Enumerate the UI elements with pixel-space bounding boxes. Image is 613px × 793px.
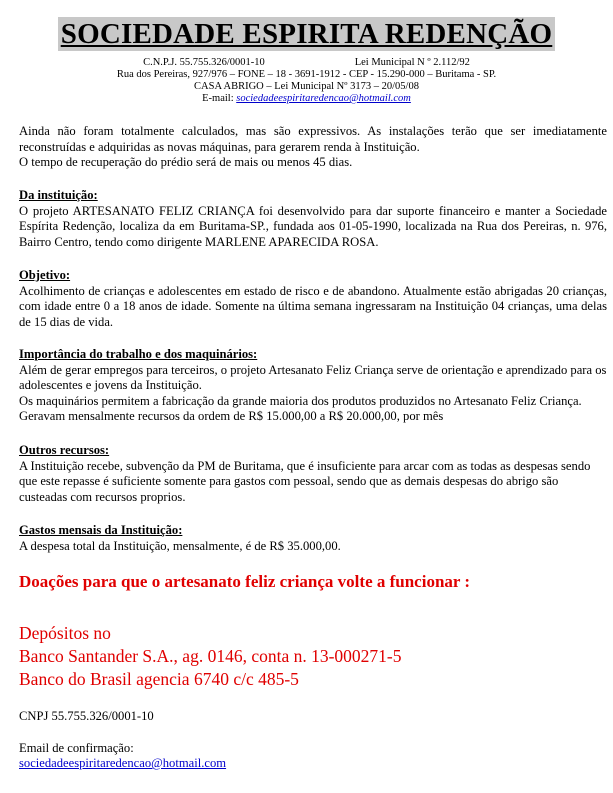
section-objective — [19, 268, 607, 330]
section-paragraph: Acolhimento de crianças e adolescentes em estado de risco e de abandono. Atualmente estão abrigadas 20 crianças, com idade entre 0 a 18 anos de idade. Somente na última semana ingressaram na Instituição 04 crianças, uma delas de 15 dias de vida. — [19, 283, 607, 329]
section-other-resources — [19, 443, 607, 505]
address-line: Rua dos Pereiras, 927/976 – FONE – 18 - 3691-1912 - CEP - 15.290-000 – Buritama - SP. — [116, 69, 497, 80]
deposit-line: Depósitos no — [19, 623, 111, 643]
section-institution — [19, 188, 607, 250]
intro-paragraph: O tempo de recuperação do prédio será de mais ou menos 45 dias. — [19, 155, 353, 169]
section-paragraph: A Instituição recebe, subvenção da PM de Buritama, que é insuficiente para arcar com as todas as despesas sendo que este repasse é suficiente somente para gastos com pessoal, sendo que as demais despesas do abrigo são custeadas com recursos proprios. — [19, 458, 591, 504]
section-heading: Gastos mensais da Instituição: — [19, 523, 183, 537]
section-paragraph: O projeto ARTESANATO FELIZ CRIANÇA foi desenvolvido para dar suporte financeiro e manter a Sociedade Espírita Redenção, localiza da em Buritama-SP., fundada aos 01-05-1990, localizada na Rua dos Pereiras, n. 976, Bairro Centro, tendo como dirigente MARLENE APARECIDA ROSA. — [19, 203, 607, 249]
section-paragraph: Os maquinários permitem a fabricação da grande maioria dos produtos produzidos no Artesanato Feliz Criança. Geravam mensalmente recursos da ordem de R$ 15.000,00 a R$ 20.000,00, por mês — [19, 393, 582, 423]
section-heading: Da instituição: — [19, 188, 98, 202]
intro-section — [19, 124, 607, 171]
confirmation-block — [19, 741, 226, 771]
section-paragraph: A despesa total da Instituição, mensalmente, é de R$ 35.000,00. — [19, 538, 341, 553]
cnpj-footer: CNPJ 55.755.326/0001-10 — [19, 709, 154, 723]
section-heading: Importância do trabalho e dos maquinários: — [19, 347, 258, 361]
organization-title: SOCIEDADE ESPIRITA REDENÇÃO — [58, 17, 556, 51]
confirmation-label: Email de confirmação: — [19, 741, 134, 755]
deposit-line: Banco Santander S.A., ag. 0146, conta n. 13-000271-5 — [19, 646, 402, 666]
intro-paragraph: Ainda não foram totalmente calculados, mas são expressivos. As instalações terão que ser imediatamente reconstruídas e adquiridas as novas máquinas, para gerarem renda à Instituição. — [19, 124, 607, 154]
section-heading: Outros recursos: — [19, 443, 110, 457]
confirmation-email-link[interactable]: sociedadeespiritaredencao@hotmail.com — [19, 756, 227, 770]
header-email-link[interactable]: sociedadeespiritaredencao@hotmail.com — [236, 93, 411, 104]
registration-line — [0, 57, 613, 69]
cnpj-text: C.N.P.J. 55.755.326/0001-10 — [143, 57, 265, 68]
casa-abrigo-line: CASA ABRIGO – Lei Municipal Nº 3173 – 20/05/08 — [194, 81, 419, 92]
section-monthly-expenses — [19, 523, 607, 554]
municipal-law-text: Lei Municipal N º 2.112/92 — [354, 57, 470, 68]
letterhead — [0, 17, 613, 51]
deposit-line: Banco do Brasil agencia 6740 c/c 485-5 — [19, 669, 299, 689]
donation-appeal: Doações para que o artesanato feliz criança volte a funcionar : — [19, 572, 471, 591]
header-email-line — [0, 93, 613, 105]
email-label: E-mail: — [202, 93, 234, 104]
deposit-info — [19, 622, 607, 691]
section-heading: Objetivo: — [19, 268, 71, 282]
section-paragraph: Além de gerar empregos para terceiros, o projeto Artesanato Feliz Criança serve de orientação e aprendizado para os adolescentes e jovens da Instituição. — [19, 362, 607, 392]
section-importance — [19, 347, 607, 425]
